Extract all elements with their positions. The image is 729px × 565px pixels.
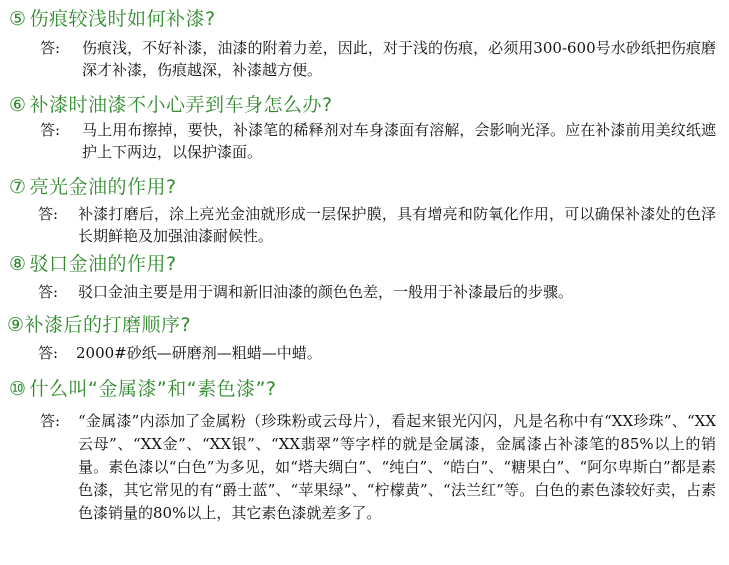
question-heading-9 — [7, 313, 191, 337]
question-number-8: ⑧ — [9, 253, 27, 275]
answer-label-10: 答: — [40, 412, 61, 430]
question-number-6: ⑥ — [9, 94, 27, 116]
question-text-5: 伤痕较浅时如何补漆? — [29, 8, 216, 30]
answer-label-5: 答: — [40, 39, 61, 57]
question-text-8: 驳口金油的作用? — [29, 253, 177, 275]
question-heading-7 — [9, 175, 177, 199]
question-number-10: ⑩ — [9, 378, 27, 400]
question-heading-6 — [9, 93, 333, 117]
answer-label-7: 答: — [38, 205, 59, 223]
question-number-7: ⑦ — [9, 176, 27, 198]
question-text-7: 亮光金油的作用? — [29, 176, 177, 198]
question-heading-8 — [9, 252, 177, 276]
question-text-6: 补漆时油漆不小心弄到车身怎么办? — [29, 94, 333, 116]
question-heading-10 — [9, 377, 277, 401]
answer-label-8: 答: — [38, 283, 59, 301]
answer-text-9: 2000#砂纸—研磨剂—粗蜡—中蜡。 — [76, 344, 322, 362]
answer-text-6: 马上用布擦掉，要快，补漆笔的稀释剂对车身漆面有溶解，会影响光泽。应在补漆前用美纹纸遮护上下两边，以保护漆面。 — [82, 121, 716, 161]
answer-text-5: 伤痕浅，不好补漆，油漆的附着力差，因此，对于浅的伤痕，必须用300-600号水砂纸把伤痕磨深才补漆，伤痕越深，补漆越方便。 — [82, 39, 716, 79]
question-number-9: ⑨ — [7, 314, 25, 336]
answer-text-7: 补漆打磨后，涂上亮光金油就形成一层保护膜，具有增亮和防氧化作用，可以确保补漆处的色泽长期鲜艳及加强油漆耐候性。 — [78, 205, 716, 245]
question-text-9: 补漆后的打磨顺序? — [24, 314, 192, 336]
answer-text-10: “金属漆”内添加了金属粉（珍珠粉或云母片），看起来银光闪闪，凡是名称中有“XX珍珠”、“XX云母”、“XX金”、“XX银”、“XX翡翠”等字样的就是金属漆，金属漆占补漆笔的85%以上的销量。素色漆以“白色”为多见，如“塔夫绸白”、“纯白”、“皓白”、“糖果白”、“阿尔卑斯白”都是素色漆，其它常见的有“爵士蓝”、“苹果绿”、“柠檬黄”、“法兰红”等。白色的素色漆较好卖，占素色漆销量的80%以上，其它素色漆就差多了。 — [78, 412, 716, 522]
question-number-5: ⑤ — [9, 8, 27, 30]
question-heading-5 — [9, 7, 216, 31]
answer-text-8: 驳口金油主要是用于调和新旧油漆的颜色色差，一般用于补漆最后的步骤。 — [78, 283, 574, 301]
question-text-10: 什么叫“金属漆”和“素色漆”? — [29, 378, 277, 400]
answer-label-6: 答: — [40, 121, 61, 139]
answer-label-9: 答: — [38, 344, 59, 362]
